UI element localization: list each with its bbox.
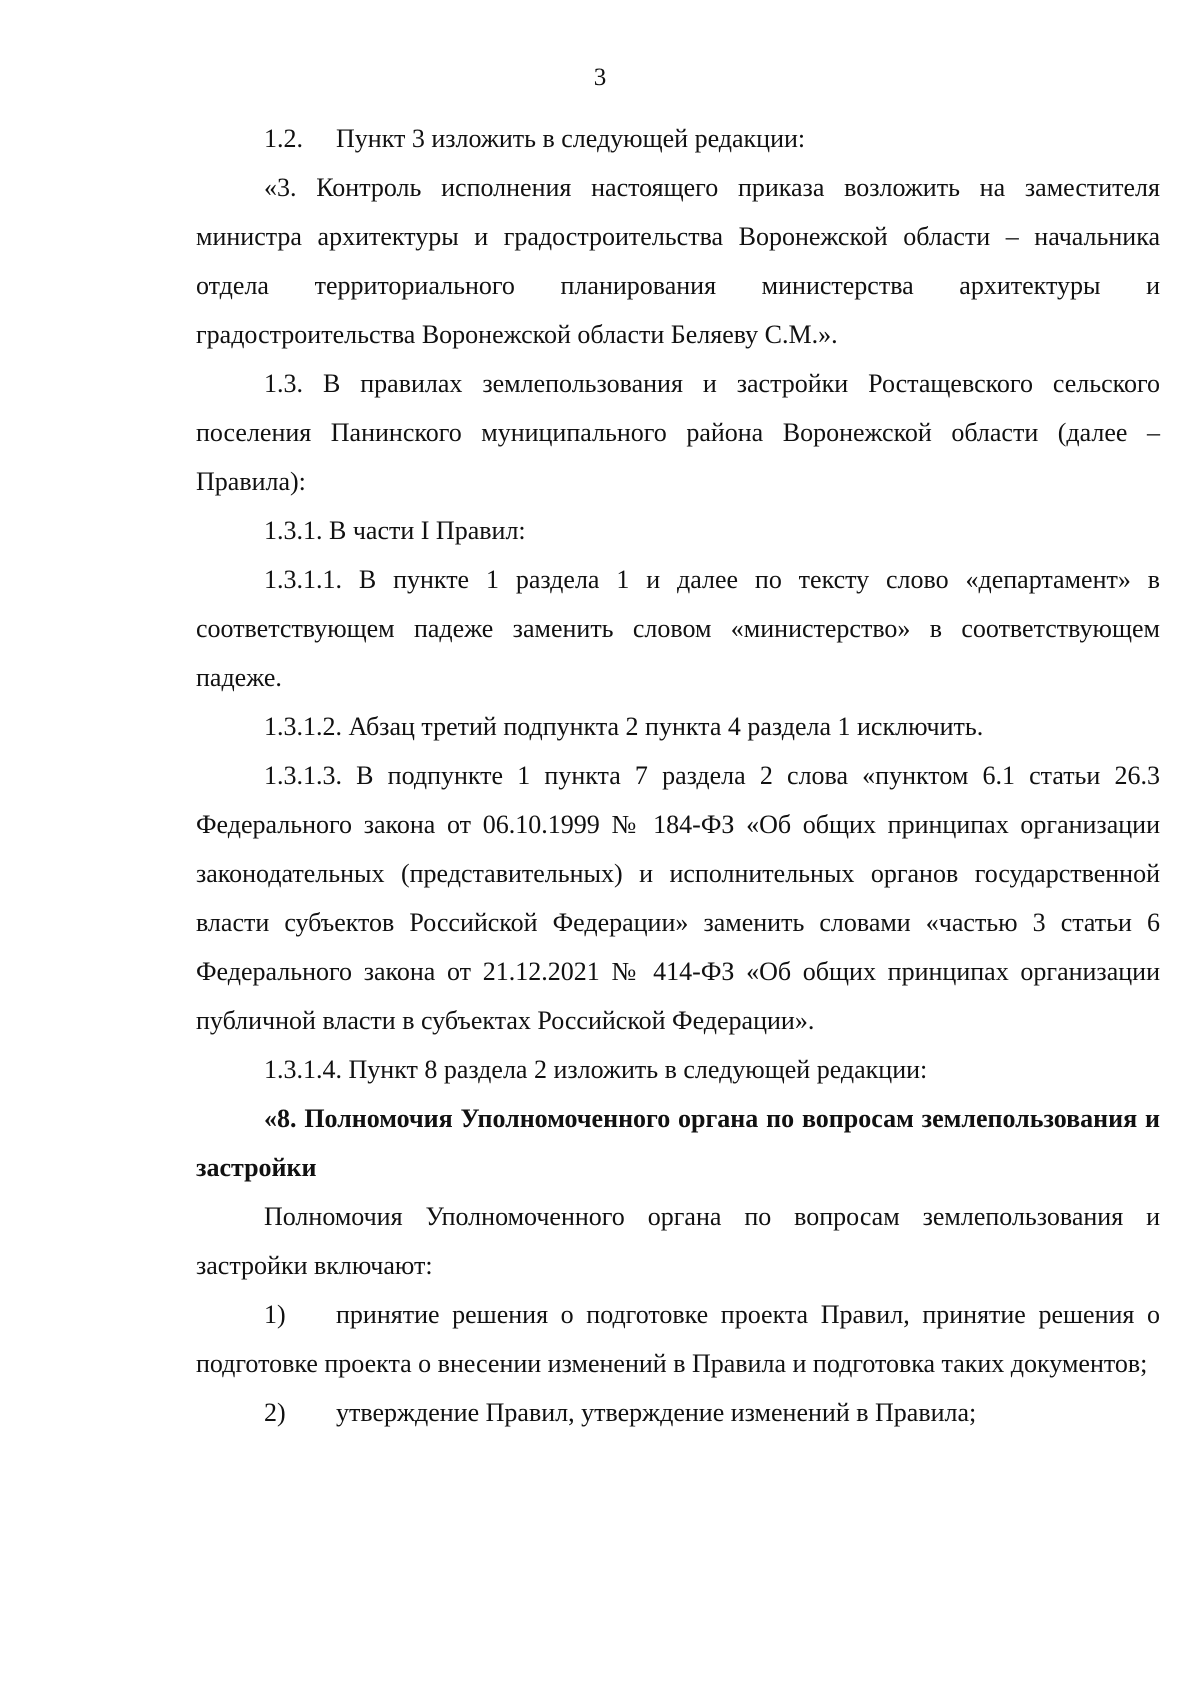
item-number: 1.2. (264, 124, 303, 153)
list-item-1 (196, 1290, 1160, 1388)
paragraph-1-3: 1.3. В правилах землепользования и застройки Ростащевского сельского поселения Панинского муниципального района Воронежской области (далее – Правила): (196, 369, 1160, 496)
paragraph-quote-3: «3. Контроль исполнения настоящего приказа возложить на заместителя министра архитектуры и градостроительства Воронежской области – начальника отдела территориального планирования министерства архитектуры и градостроительства Воронежской области Беляеву С.М.». (196, 173, 1160, 349)
paragraph-1-3-1: 1.3.1. В части I Правил: (264, 516, 526, 545)
list-item-number: 2) (264, 1398, 286, 1427)
paragraph-1-2 (196, 114, 1160, 163)
paragraph-text: Пункт 3 изложить в следующей редакции: (336, 124, 806, 153)
document-body (196, 114, 1160, 1437)
page-number: 3 (593, 64, 607, 91)
paragraph-1-3-1-2: 1.3.1.2. Абзац третий подпункта 2 пункта 4 раздела 1 исключить. (264, 712, 984, 741)
section-heading-8: «8. Полномочия Уполномоченного органа по вопросам землепользования и застройки (196, 1104, 1160, 1182)
list-item-number: 1) (264, 1300, 286, 1329)
paragraph-powers: Полномочия Уполномоченного органа по вопросам землепользования и застройки включают: (196, 1202, 1160, 1280)
paragraph-1-3-1-3: 1.3.1.3. В подпункте 1 пункта 7 раздела 2 слова «пунктом 6.1 статьи 26.3 Федерального закона от 06.10.1999 № 184-ФЗ «Об общих принципах организации законодательных (представительных) и исполнительных органов государственной власти субъектов Российской Федерации» заменить словами «частью 3 статьи 6 Федерального закона от 21.12.2021 № 414-ФЗ «Об общих принципах организации публичной власти в субъектах Российской Федерации». (196, 761, 1160, 1035)
paragraph-1-3-1-4: 1.3.1.4. Пункт 8 раздела 2 изложить в следующей редакции: (264, 1055, 928, 1084)
list-item-2 (196, 1388, 1160, 1437)
list-item-text: утверждение Правил, утверждение изменений в Правила; (336, 1398, 977, 1427)
paragraph-1-3-1-1: 1.3.1.1. В пункте 1 раздела 1 и далее по тексту слово «департамент» в соответствующем падеже заменить словом «министерство» в соответствующем падеже. (196, 565, 1160, 692)
list-item-text: принятие решения о подготовке проекта Правил, принятие решения о подготовке проекта о внесении изменений в Правила и подготовка таких документов; (196, 1300, 1160, 1378)
